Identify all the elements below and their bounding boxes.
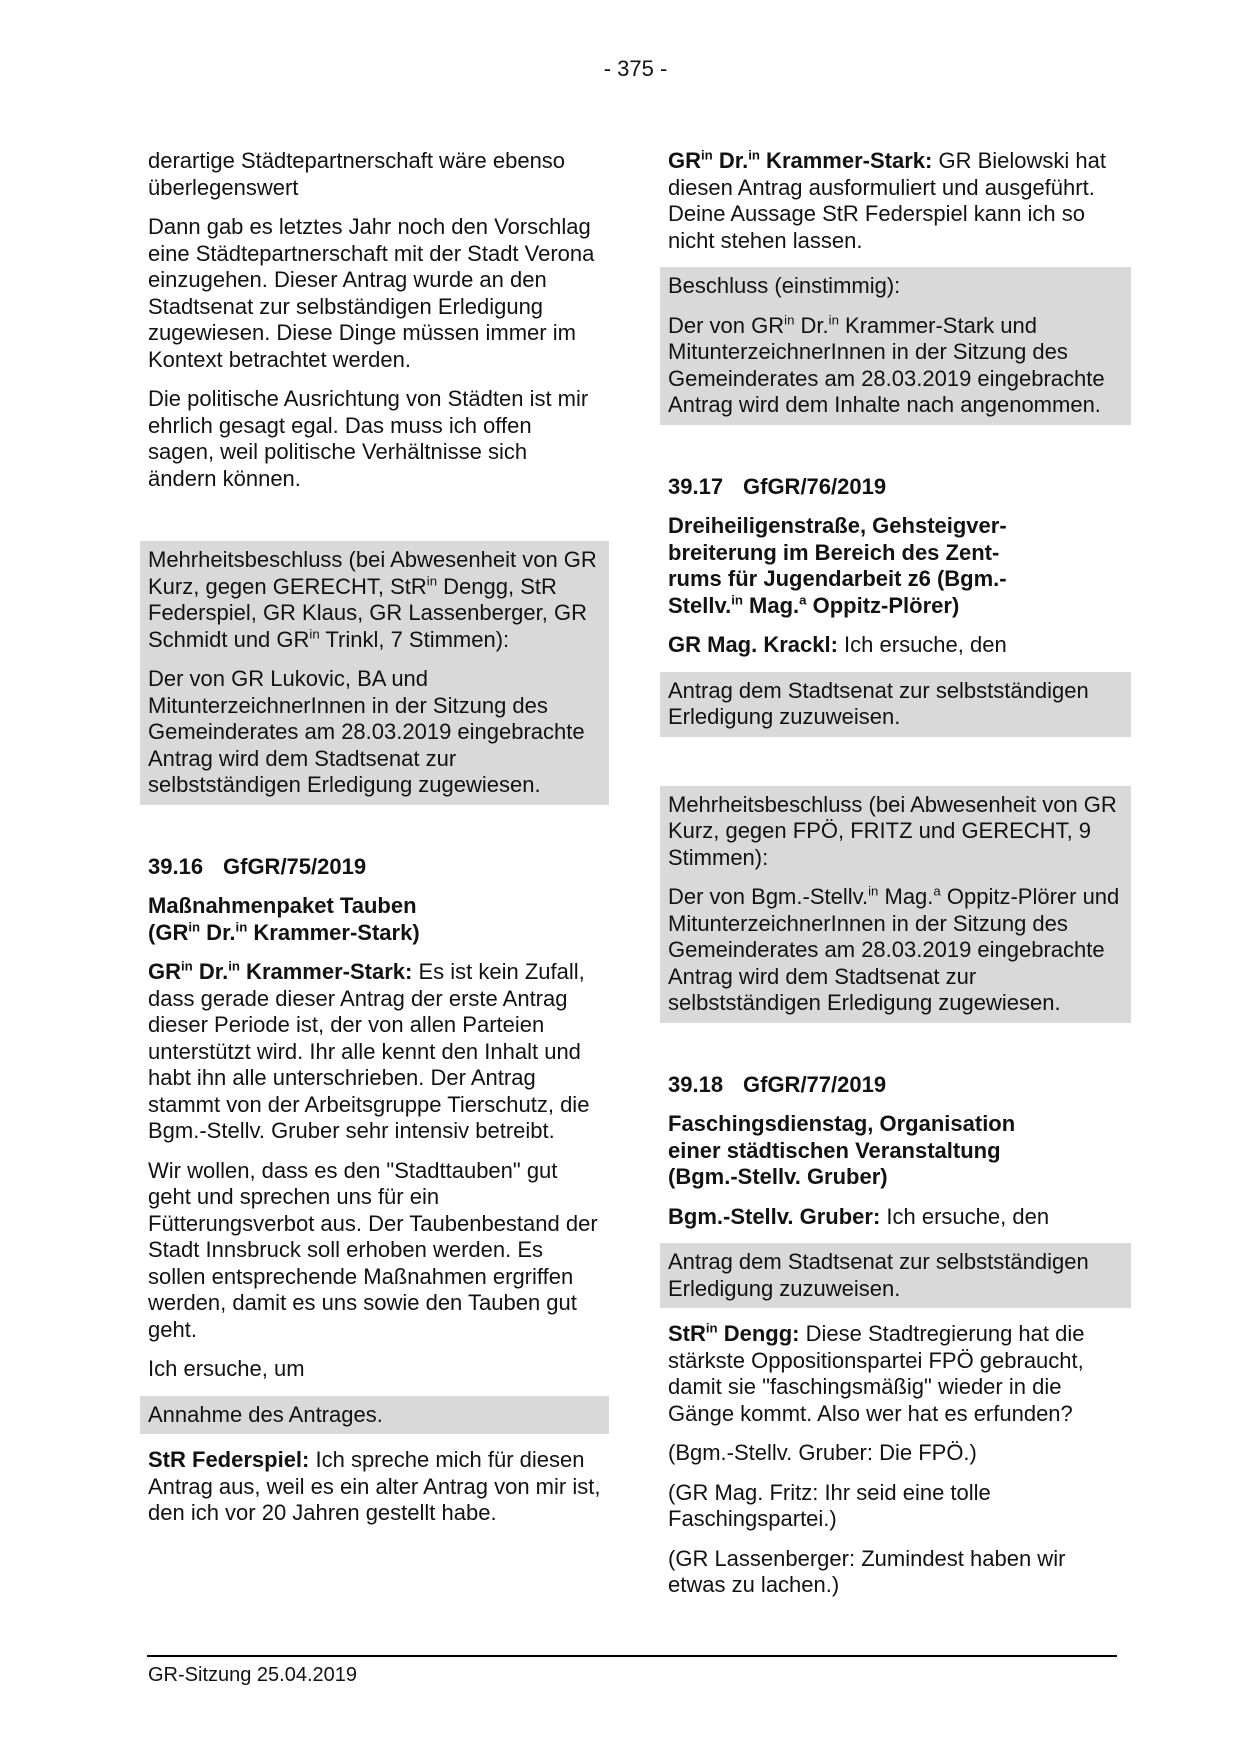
footer-rule (147, 1655, 1117, 1657)
decision-paragraph: Annahme des Antrages. (148, 1401, 383, 1427)
decision-paragraph: Antrag dem Stadtsenat zur selbstständigen Erledigung zuzuweisen. (668, 677, 1089, 729)
decision-box (660, 1243, 1131, 1308)
decision-box (140, 1396, 609, 1435)
section-number: 39.17 (668, 473, 724, 499)
paragraph: (Bgm.-Stellv. Gruber: Die FPÖ.) (668, 1440, 977, 1465)
decision-box (660, 672, 1131, 737)
decision-paragraph: Beschluss (einstimmig): (668, 273, 901, 298)
section-code: GfGR/76/2019 (743, 473, 887, 499)
paragraph: Die politische Ausrichtung von Städten ist mir ehrlich gesagt egal. Das muss ich offen sagen, weil politische Verhältnisse sich ändern können. (148, 386, 589, 491)
decision-paragraph: Der von $GR^{in}$ Dr.$^{in}$ Krammer-Stark und MitunterzeichnerInnen in der Sitzung des Gemeinderates am 28.03.2019 eingebrachte Antrag wird dem Inhalte nach angenommen. (668, 312, 1105, 417)
section-number: 39.18 (668, 1071, 724, 1097)
paragraph: StR Federspiel: Ich spreche mich für diesen Antrag aus, weil es ein alter Antrag von mir ist, den ich vor 20 Jahren gestellt habe. (148, 1447, 601, 1525)
paragraph: Bgm.-Stellv. Gruber: Ich ersuche, den (668, 1203, 1050, 1229)
decision-paragraph: Mehrheitsbeschluss (bei Abwesenheit von GR Kurz, gegen FPÖ, FRITZ und GERECHT, 9 Stimmen): (668, 791, 1117, 870)
section-code: GfGR/77/2019 (743, 1071, 887, 1097)
paragraph: (GR Mag. Fritz: Ihr seid eine tolle Faschingspartei.) (668, 1479, 991, 1531)
section-gap (668, 1036, 1123, 1072)
section-number: 39.16 (148, 853, 204, 879)
decision-paragraph: Antrag dem Stadtsenat zur selbstständigen Erledigung zuzuweisen. (668, 1249, 1089, 1301)
section-heading (148, 854, 601, 881)
section-subheading: Dreiheiligenstraße, Gehsteigver- breiterung im Bereich des Zent- rums für Jugendarbeit z6 (Bgm.- Stellv.$^{in}$ Mag.$^a$ Oppitz-Plörer) (668, 513, 1007, 618)
section-gap (148, 818, 601, 854)
decision-paragraph: Der von Bgm.-Stellv.$^{in}$ Mag.$^a$ Oppitz-Plörer und MitunterzeichnerInnen in der Sitzung des Gemeinderates am 28.03.2019 eingebrachte Antrag wird dem Stadtsenat zur selbstständigen Erledigung zugewiesen. (668, 883, 1120, 1015)
section-code: GfGR/75/2019 (223, 853, 367, 879)
section-gap (148, 505, 601, 541)
section-gap (668, 750, 1123, 786)
paragraph: derartige Städtepartnerschaft wäre ebenso überlegenswert (148, 148, 566, 200)
decision-box (660, 267, 1131, 425)
footer-label: GR-Sitzung 25.04.2019 (148, 1664, 358, 1686)
decision-paragraph: Mehrheitsbeschluss (bei Abwesenheit von GR Kurz, gegen GERECHT, StR$^{in}$ Dengg, StR Federspiel, GR Klaus, GR Lassenberger, GR Schmidt und $GR^{in}$ Trinkl, 7 Stimmen): (148, 547, 597, 652)
decision-box (140, 541, 609, 805)
left-column (148, 148, 601, 1540)
paragraph: Dann gab es letztes Jahr noch den Vorschlag eine Städtepartnerschaft mit der Stadt Verona einzugehen. Dieser Antrag wurde an den Stadtsenat zur selbständigen Erledigung zugewiesen. Diese Dinge müssen immer im Kontext betrachtet werden. (148, 214, 595, 372)
decision-paragraph: Der von GR Lukovic, BA und MitunterzeichnerInnen in der Sitzung des Gemeinderates am 28.03.2019 eingebrachte Antrag wird dem Stadtsenat zur selbstständigen Erledigung zugewiesen. (148, 666, 585, 797)
section-subheading: Maßnahmenpaket Tauben ($GR^{in}$ Dr.$^{in}$ Krammer-Stark) (148, 893, 420, 945)
paragraph: Wir wollen, dass es den "Stadttauben" gut geht und sprechen uns für ein Fütterungsverbot aus. Der Taubenbestand der Stadt Innsbruck soll erhoben werden. Es sollen entsprechende Maßnahmen ergriffen werden, damit es uns sowie den Tauben gut geht. (148, 1157, 598, 1342)
paragraph: (GR Lassenberger: Zumindest haben wir etwas zu lachen.) (668, 1545, 1066, 1597)
paragraph: GR Mag. Krackl: Ich ersuche, den (668, 632, 1007, 657)
decision-box (660, 786, 1131, 1023)
section-gap (668, 438, 1123, 474)
paragraph: $GR^{in}$ Dr.$^{in}$ Krammer-Stark: Es ist kein Zufall, dass gerade dieser Antrag der erste Antrag dieser Periode ist, der von allen Parteien unterstützt wird. Ihr alle kennt den Inhalt und habt ihn alle unterschrieben. Der Antrag stammt von der Arbeitsgruppe Tierschutz, die Bgm.-Stellv. Gruber sehr intensiv betreibt. (148, 958, 590, 1143)
right-column (668, 148, 1123, 1612)
section-heading (668, 1072, 1123, 1099)
section-subheading: Faschingsdienstag, Organisation einer städtischen Veranstaltung (Bgm.-Stellv. Gruber) (668, 1111, 1016, 1189)
paragraph: StR$^{in}$ Dengg: Diese Stadtregierung hat die stärkste Oppositionspartei FPÖ gebraucht, damit sie "faschingsmäßig" wieder in die Gänge kommt. Also wer hat es erfunden? (668, 1320, 1085, 1426)
section-heading (668, 474, 1123, 501)
page-number: - 375 - (603, 56, 668, 81)
paragraph: Ich ersuche, um (148, 1356, 305, 1381)
paragraph: $GR^{in}$ Dr.$^{in}$ Krammer-Stark: GR Bielowski hat diesen Antrag ausformuliert und ausgeführt. Deine Aussage StR Federspiel kann ich so nicht stehen lassen. (668, 147, 1106, 253)
